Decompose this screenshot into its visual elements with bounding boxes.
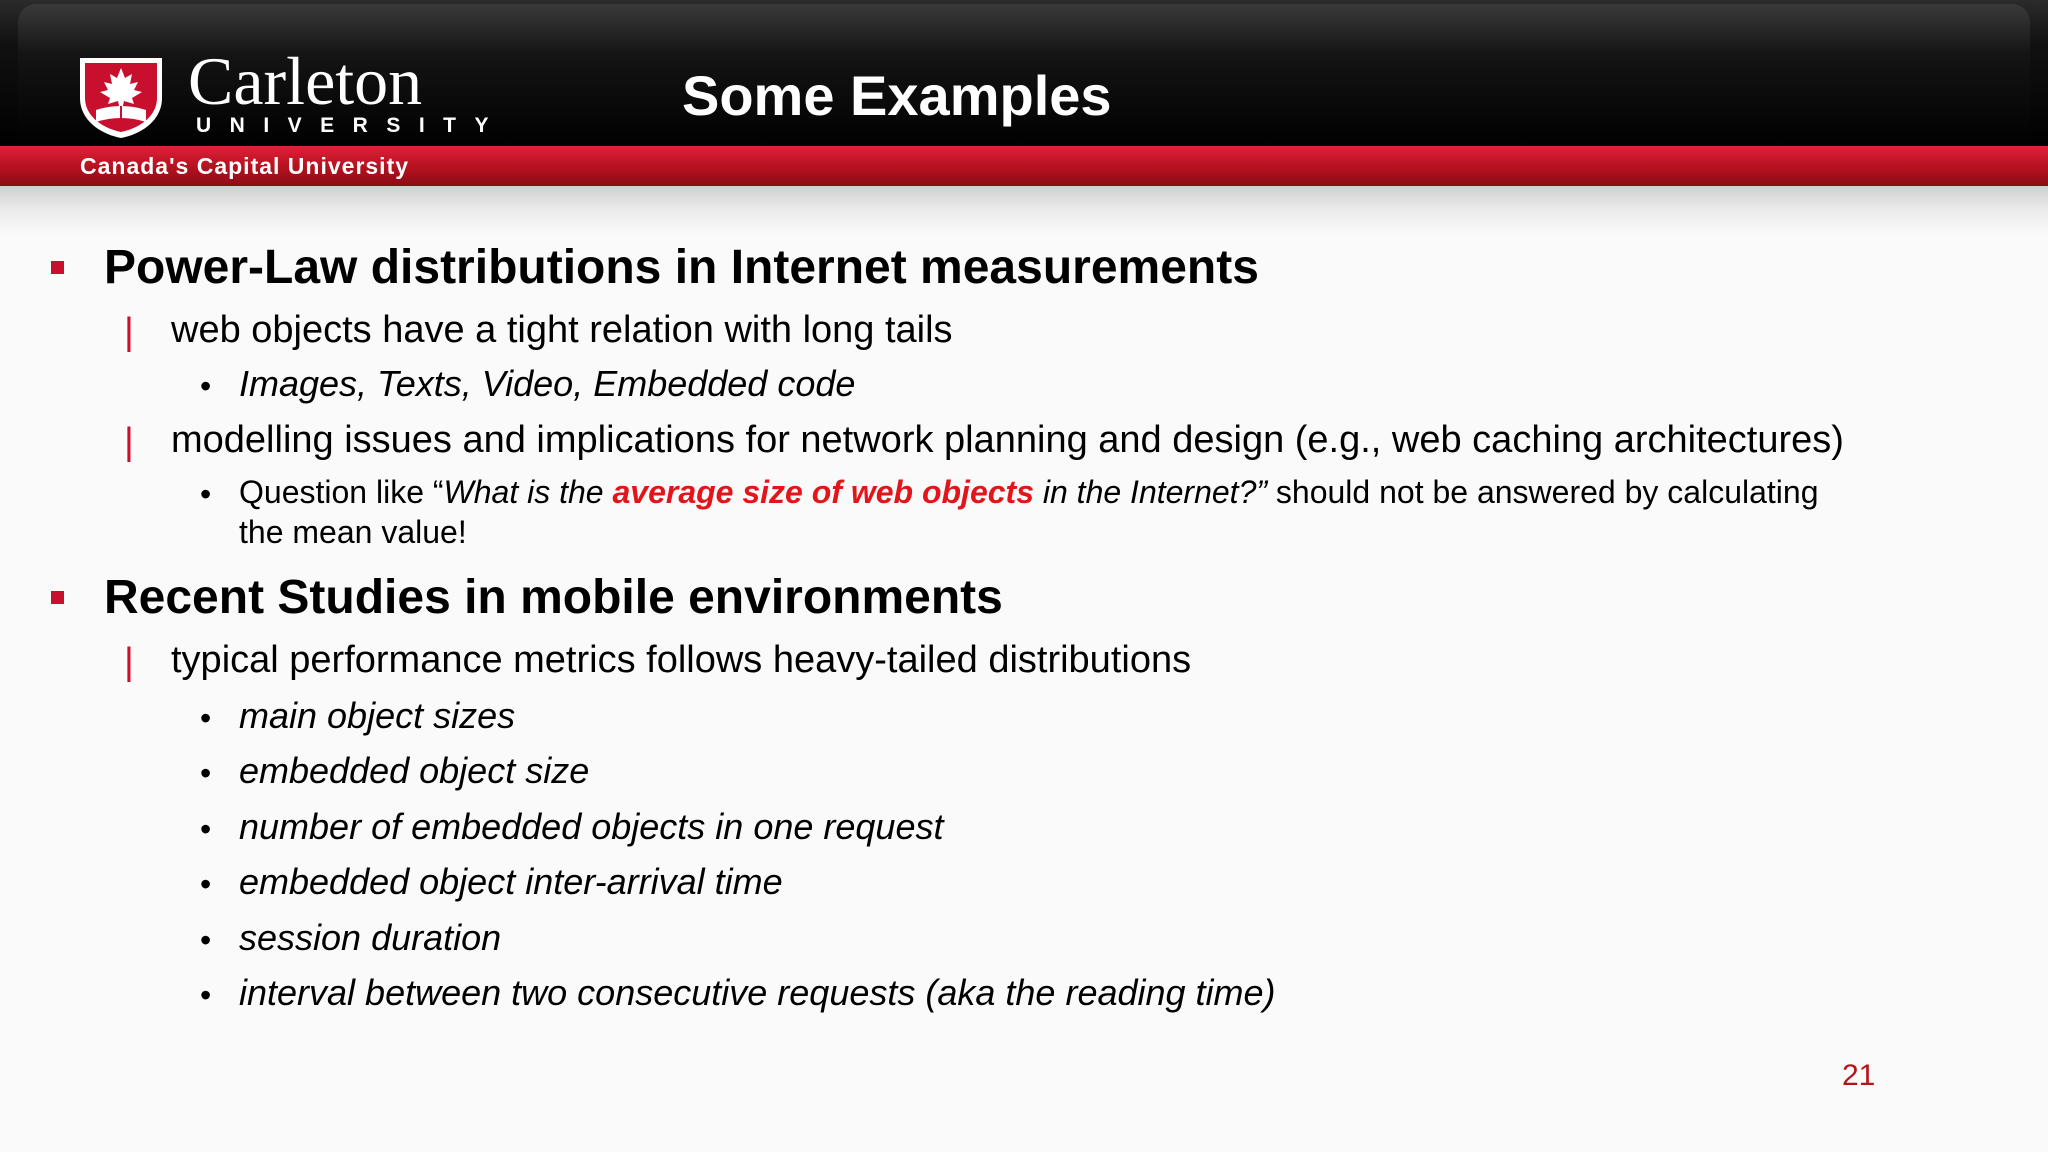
- level2-marker: |: [124, 641, 134, 683]
- question-prefix: Question like “: [239, 474, 444, 510]
- list-item: number of embedded objects in one request: [239, 806, 944, 847]
- list-item: Images, Texts, Video, Embedded code: [239, 363, 856, 404]
- level3-marker: •: [200, 368, 212, 404]
- level3-marker: •: [200, 922, 212, 958]
- list-item: session duration: [239, 917, 502, 958]
- bullet-heading: Power-Law distributions in Internet measurements: [104, 241, 1259, 294]
- list-item: embedded object inter-arrival time: [239, 861, 783, 902]
- logo-wordmark: Carleton: [188, 43, 423, 119]
- sub-bullet: typical performance metrics follows heavy-tailed distributions: [171, 639, 1192, 681]
- page-number: 21: [1842, 1059, 1876, 1092]
- level3-marker: •: [200, 866, 212, 902]
- tagline: Canada's Capital University: [80, 153, 410, 179]
- list-item: embedded object size: [239, 750, 590, 791]
- bullet-square-icon: [51, 261, 64, 274]
- question-italic: in the Internet?”: [1033, 474, 1268, 510]
- sub-bullet: modelling issues and implications for network planning and design (e.g., web caching architectures): [171, 419, 1844, 461]
- list-item: main object sizes: [239, 695, 516, 736]
- logo-university: UNIVERSITY: [196, 114, 508, 137]
- carleton-shield-logo: [76, 54, 166, 140]
- question-suffix: should not be answered by calculating: [1267, 474, 1819, 510]
- slide-title: Some Examples: [682, 64, 1112, 127]
- level3-marker: •: [200, 700, 212, 736]
- question-highlight: average size of web objects: [612, 474, 1034, 510]
- level3-marker: •: [200, 811, 212, 847]
- question-text: [239, 472, 1939, 512]
- list-item: interval between two consecutive requests (aka the reading time): [239, 972, 1276, 1013]
- question-line2: the mean value!: [239, 514, 467, 550]
- bullet-square-icon: [51, 591, 64, 604]
- header-shadow: [0, 186, 2048, 236]
- bullet-heading: Recent Studies in mobile environments: [104, 571, 1003, 624]
- level2-marker: |: [124, 421, 134, 463]
- level3-marker: •: [200, 977, 212, 1013]
- level3-marker: •: [200, 476, 212, 512]
- level2-marker: |: [124, 311, 134, 353]
- question-italic: What is the: [443, 474, 613, 510]
- level3-marker: •: [200, 755, 212, 791]
- sub-bullet: web objects have a tight relation with long tails: [171, 309, 953, 351]
